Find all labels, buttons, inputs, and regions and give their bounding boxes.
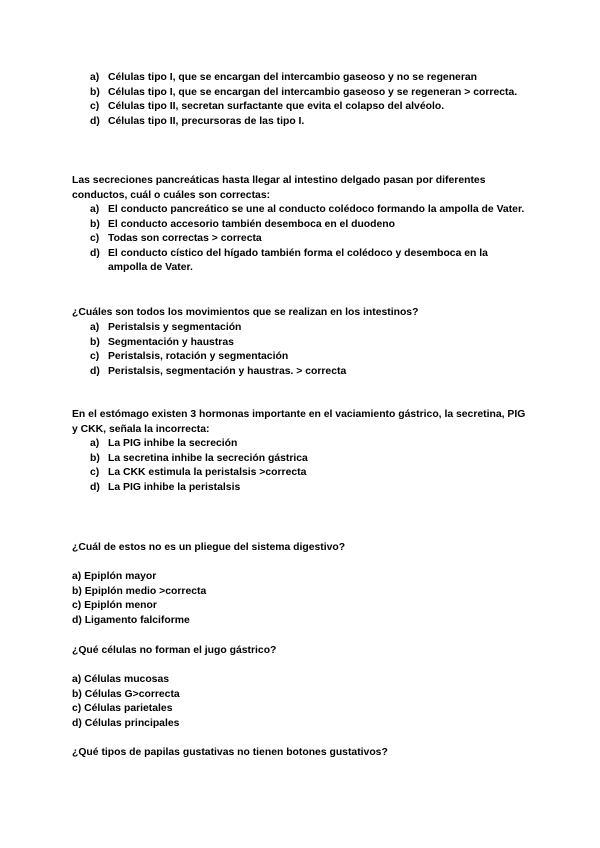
q5-option-a: a) Epiplón mayor: [72, 571, 157, 582]
q2-option-a: a) El conducto pancreático se une al conducto colédoco formando la ampolla de Vater.: [90, 204, 525, 215]
q4-option-a: a) La PIG inhibe la secreción: [90, 438, 238, 449]
q3-option-c: c) Peristalsis, rotación y segmentación: [90, 351, 289, 363]
q1-option-b: b) Células tipo I, que se encargan del intercambio gaseoso y se regeneran > correcta.: [90, 86, 518, 98]
q5-option-d: d) Ligamento falciforme: [72, 614, 190, 626]
q1-option-a: a) Células tipo I, que se encargan del intercambio gaseoso y no se regeneran: [90, 72, 477, 83]
q3-option-b: b) Segmentación y haustras: [90, 336, 234, 348]
q4-option-b: b) La secretina inhibe la secreción gástrica: [90, 452, 308, 464]
q2-option-b: b) El conducto accesorio también desemboca en el duodeno: [90, 218, 395, 230]
q4-question: En el estómago existen 3 hormonas importante en el vaciamiento gástrico, la secretina, PIG y CKK, señala la incorrecta:: [72, 409, 526, 435]
q6-option-c: c) Células parietales: [72, 703, 173, 715]
q5-options: [72, 570, 512, 628]
q6-option-d: d) Células principales: [72, 717, 180, 729]
q6-options: [72, 673, 512, 731]
q4-options: [90, 437, 530, 495]
q2-options: [90, 203, 530, 276]
q3-question: ¿Cuáles son todos los movimientos que se realizan en los intestinos?: [72, 307, 419, 318]
q4-option-d: d) La PIG inhibe la peristalsis: [90, 481, 241, 493]
q5-option-c: c) Epiplón menor: [72, 600, 157, 612]
q3-options: [90, 321, 530, 379]
q1-option-c: c) Células tipo II, secretan surfactante que evita el colapso del alvéolo.: [90, 101, 445, 113]
q2-option-d: d) El conducto cístico del hígado también forma el colédoco y desemboca en la ampolla de Vater.: [90, 247, 488, 274]
q7-question: ¿Qué tipos de papilas gustativas no tienen botones gustativos?: [72, 747, 388, 758]
q1-option-d: d) Células tipo II, precursoras de las tipo I.: [90, 115, 305, 127]
q6-option-b: b) Células G>correcta: [72, 688, 180, 700]
q3-option-d: d) Peristalsis, segmentación y haustras. > correcta: [90, 365, 347, 377]
q5-question: ¿Cuál de estos no es un pliegue del sistema digestivo?: [72, 542, 346, 553]
q5-option-b: b) Epiplón medio >correcta: [72, 585, 207, 597]
q2-question: Las secreciones pancreáticas hasta llegar al intestino delgado pasan por diferentes conductos, cuál o cuáles son correctas:: [72, 175, 486, 201]
q6-question: ¿Qué células no forman el jugo gástrico?: [72, 645, 277, 656]
q4-option-c: c) La CKK estimula la peristalsis >correcta: [90, 467, 307, 479]
q3-option-a: a) Peristalsis y segmentación: [90, 322, 242, 333]
q2-option-c: c) Todas son correctas > correcta: [90, 233, 262, 245]
q1-options: [90, 71, 530, 129]
q6-option-a: a) Células mucosas: [72, 674, 170, 685]
